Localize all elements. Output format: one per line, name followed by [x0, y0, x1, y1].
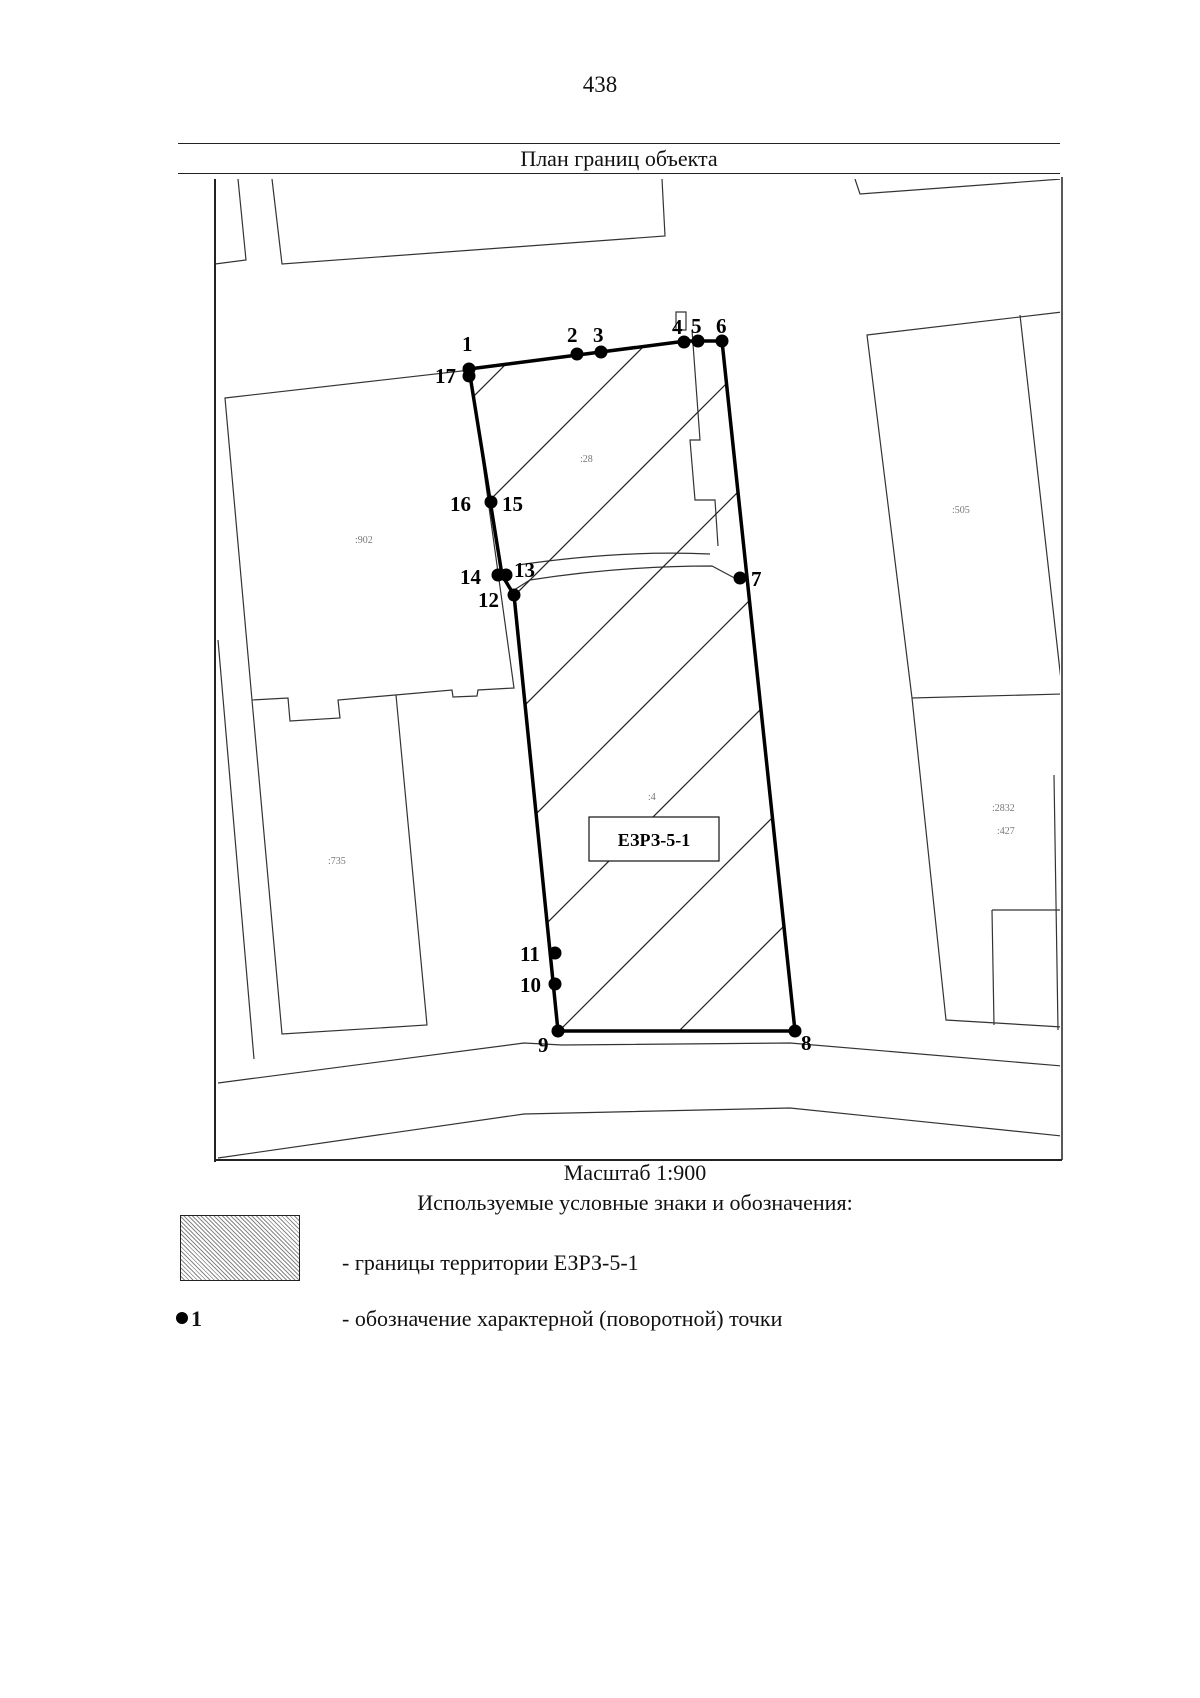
legend-point-marker [176, 1306, 202, 1332]
plan-title: План границ объекта [520, 146, 718, 171]
point-label-7: 7 [751, 567, 762, 591]
parcel-label-735: :735 [328, 856, 346, 867]
point-marker-16 [485, 496, 498, 509]
top-building-outline [272, 179, 665, 264]
top-left-parcel-outline [215, 179, 246, 264]
point-label-10: 10 [520, 973, 541, 997]
point-label-14: 14 [460, 565, 481, 589]
point-marker-11 [549, 947, 562, 960]
point-label-1: 1 [462, 332, 473, 356]
point-label-13: 13 [514, 558, 535, 582]
road-edge-upper [218, 1043, 1062, 1083]
legend-hatch-swatch [180, 1215, 300, 1281]
point-marker-8 [789, 1025, 802, 1038]
point-label-17: 17 [435, 364, 456, 388]
legend-zone-text: - границы территории ЕЗРЗ-5-1 [342, 1250, 639, 1275]
building-28-outline [690, 330, 718, 546]
point-marker-12 [508, 589, 521, 602]
page-number: 438 [582, 72, 618, 97]
neighbor-parcels [215, 179, 1062, 1158]
point-label-15: 15 [502, 492, 523, 516]
parcel-label-2832: :2832 [992, 803, 1015, 814]
legend-point-text: - обозначение характерной (поворотной) точки [342, 1306, 783, 1331]
point-marker-10 [549, 978, 562, 991]
left-street-line [218, 640, 254, 1059]
zone-label: ЕЗРЗ-5-1 [617, 830, 691, 850]
territory-boundary [469, 341, 795, 1031]
point-marker-7 [734, 572, 747, 585]
point-marker-17 [463, 370, 476, 383]
legend-title: Используемые условные знаки и обозначения: [417, 1190, 853, 1215]
point-label-6: 6 [716, 314, 727, 338]
parcel-label-4: :4 [648, 792, 656, 803]
point-label-2: 2 [567, 323, 578, 347]
point-marker-3 [595, 346, 608, 359]
point-label-3: 3 [593, 323, 604, 347]
map-scale: Масштаб 1:900 [563, 1160, 707, 1185]
parcel-label-505: :505 [952, 505, 970, 516]
parcel-2832-outline [912, 698, 1062, 1027]
point-label-11: 11 [520, 942, 540, 966]
parcel-label-427: :427 [997, 826, 1015, 837]
point-label-5: 5 [691, 314, 702, 338]
point-label-9: 9 [538, 1033, 549, 1057]
point-label-4: 4 [672, 315, 683, 339]
point-dot-icon [176, 1312, 188, 1324]
parcel-label-28: :28 [580, 454, 593, 465]
parcel-label-902: :902 [355, 535, 373, 546]
road-edge-lower [218, 1108, 1062, 1158]
internal-line-lower [514, 566, 742, 590]
territory-hatching [0, 300, 1200, 1100]
point-label-8: 8 [801, 1031, 812, 1055]
point-marker-9 [552, 1025, 565, 1038]
right-edge-line [1054, 775, 1058, 1030]
top-right-parcel-outline [855, 179, 1062, 194]
legend-point-number: 1 [191, 1306, 202, 1331]
point-label-12: 12 [478, 588, 499, 612]
point-marker-2 [571, 348, 584, 361]
parcel-427-outline [992, 910, 1062, 1025]
point-marker-14 [492, 569, 505, 582]
point-label-16: 16 [450, 492, 471, 516]
parcel-505-inner-line [1020, 315, 1062, 689]
